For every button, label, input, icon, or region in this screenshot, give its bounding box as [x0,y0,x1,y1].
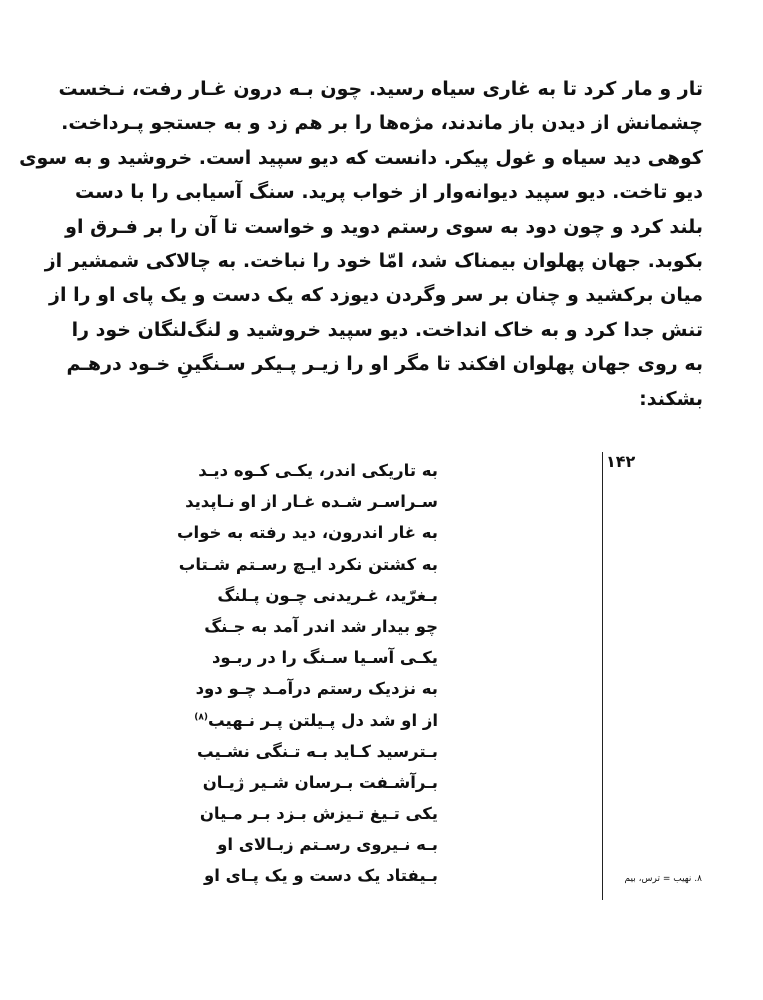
verse-line: بـترسید کـاید بـه تـنگی نشـیب [197,741,438,761]
prose-line: بشکند: [639,387,703,410]
verse-line: بـیفتاد یک دست و یک پـای او [204,866,438,886]
verse-line: به تاریکی اندر، یکـی کـوه دیـد [198,461,438,480]
prose-line: میان برکشید و چنان بر سر وگردن دیوزد که یک دست و یک پای او را از [49,284,703,307]
verse-line: بـرآشـفت بـرسان شـیر ژیـان [202,772,438,792]
prose-line: چشمانش از دیدن باز ماندند، مژه‌ها را بر هم زد و به جستجو پـرداخت. [61,112,703,135]
verse-line: به کشتن نکرد ایـچ رسـتم شـتاب [178,554,438,574]
prose-line: بلند کرد و چون دود به سوی رستم دوید و خواست تا آن را بر فـرق او [65,215,703,238]
verse-line: چو بیدار شد اندر آمد به جـنگ [204,616,438,636]
verse-line: یکی تـیغ تـیزش بـزد بـر مـیان [199,804,438,824]
prose-line: بکوبد. جهان پهلوان بیمناک شد، امّا خود را نباخت. به چالاکی شمشیر از [44,249,703,272]
page-number: ۱۴۲ [606,452,636,471]
prose-paragraph [19,72,703,416]
footnote-marker: (۸) [194,712,208,722]
prose-line: تنش جدا کرد و به خاک انداخت. دیو سپید خروشید و لنگ‌لنگان خود را [71,318,703,341]
footnote: ۸. نهیب = ترس، بیم [624,874,702,884]
verse-line: به غار اندرون، دید رفته به خواب [176,523,438,543]
verse-line: سـراسـر شـده غـار از او نـاپدید [185,492,438,512]
verse-line: به نزدیک رستم درآمـد چـو دود [195,679,438,699]
verse-line: بـغرّید، غـریدنی چـون پـلنگ [217,585,438,605]
verse-line-text: از او شد دل پـیلتن پـر نـهیب [208,710,438,730]
verse-line-with-footnote [194,705,438,736]
prose-line: کوهی دید سیاه و غول پیکر. دانست که دیو سپید است. خروشید و به سوی [19,146,703,169]
verse-line: یکـی آسـیا سـنگ را در ربـود [211,648,438,668]
margin-rule [602,452,603,900]
prose-line: دیو تاخت. دیو سپید دیوانه‌وار از خواب پرید. سنگ آسیابی را با دست [75,181,703,204]
prose-line: به روی جهان پهلوان افکند تا مگر او را زیـر پـیکر سـنگینِ خـود درهـم [66,353,703,376]
poem-verses [176,455,438,892]
prose-line: تار و مار کرد تا به غاری سیاه رسید. چون بـه درون غـار رفت، نـخست [58,78,703,100]
verse-line: بـه نـیروی رسـتم زبـالای او [217,835,438,855]
